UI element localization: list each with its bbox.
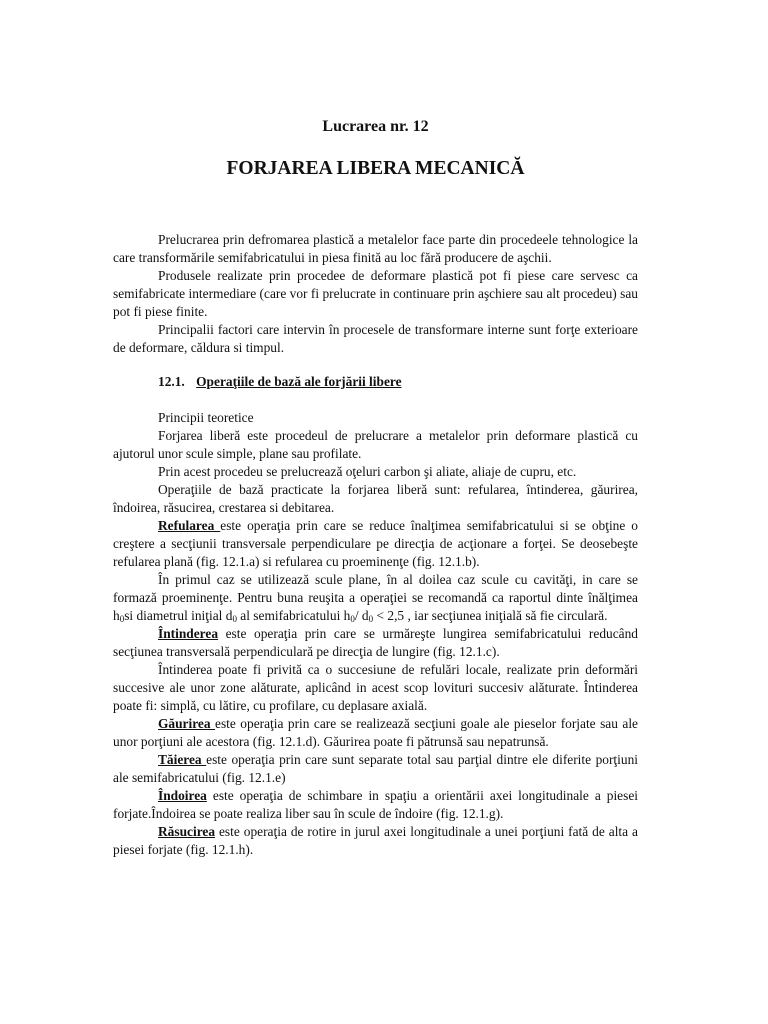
refularea-detail-paragraph xyxy=(113,571,638,625)
refularea-detail-a: În primul caz se utilizează scule plane, în al doilea caz scule cu cavităţi, in care se formază proeminenţe. Pentru buna reuşita a operaţiei se recomandă ca raportul dinte înălţimea h xyxy=(113,572,638,623)
intro-paragraph-3: Principalii factori care intervin în procesele de transformare interne sunt forţe exterioare de deformare, căldura si timpul. xyxy=(113,322,638,355)
rasucirea-text: este operaţia de rotire in jurul axei longitudinale a unei porţiuni fată de alta a piesei forjate (fig. 12.1.h). xyxy=(113,824,638,857)
definition-paragraph: Forjarea liberă este procedeul de prelucrare a metalelor prin deformare plastică cu ajutorul unor scule simple, plane sau profilate. xyxy=(113,428,638,461)
intinderea-text: este operaţia prin care se urmăreşte lungirea semifabricatului reducând secţiunea transversală perpendiculară pe direcţia de lungire (fig. 12.1.c). xyxy=(113,626,638,659)
document-title: Lucrarea nr. 12 xyxy=(322,118,429,135)
subscript-h0: 0 xyxy=(119,614,125,624)
refularea-detail-c: al semifabricatului h xyxy=(236,608,351,623)
subscript-d0-ratio: 0 xyxy=(368,614,374,624)
subscript-h0-ratio: 0 xyxy=(350,614,355,624)
taierea-text: este operaţia prin care sunt separate total sau parţial dintre ele diferite porţiuni ale semifabricatului (fig. 12.1.e) xyxy=(113,752,638,785)
section-heading xyxy=(158,373,638,391)
refularea-detail-b: si diametrul iniţial d xyxy=(124,608,233,623)
basic-operations-paragraph: Operaţiile de bază practicate la forjarea liberă sunt: refularea, întinderea, găurirea, îndoirea, răsucirea, crestarea si debitarea. xyxy=(113,482,638,515)
intro-section xyxy=(113,231,638,357)
gaurirea-term: Găurirea xyxy=(158,716,216,731)
section-title: Operaţiile de bază ale forjării libere xyxy=(196,374,402,389)
gaurirea-text: este operaţia prin care se realizează secţiuni goale ale pieselor forjate sau ale unor porţiuni ale acestora (fig. 12.1.d). Găurirea poate fi pătrunsă sau nepatrunsă. xyxy=(113,716,638,749)
intro-paragraph-2: Produsele realizate prin procedee de deformare plastică pot fi piese care servesc ca semifabricate intermediare (care vor fi prelucrate in continuare prin aşchiere sau alt procedeu) sau pot fi piese finite. xyxy=(113,268,638,319)
refularea-detail-d: / d xyxy=(354,608,369,623)
rasucirea-term: Răsucirea xyxy=(158,824,216,839)
indoirea-text: este operaţia de schimbare in spaţiu a orientării axei longitudinale a piesei forjate.Îndoirea se poate realiza liber sau în scule de îndoire (fig. 12.1.g). xyxy=(113,788,638,821)
refularea-text: este operaţia prin care se reduce înalţimea semifabricatului si se obţine o creştere a secţiunii transversale perpendiculare pe direcţia de acţionare a forţei. Se deosebeşte refularea plană (fig. 12.1.a) si refularea cu proeminenţe (fig. 12.1.b). xyxy=(113,518,638,569)
rasucirea-paragraph xyxy=(113,823,638,859)
taierea-paragraph xyxy=(113,751,638,787)
materials-paragraph: Prin acest procedeu se prelucrează oţeluri carbon şi aliate, aliaje de cupru, etc. xyxy=(158,464,577,479)
intinderea-paragraph xyxy=(113,625,638,661)
refularea-paragraph xyxy=(113,517,638,571)
gaurirea-paragraph xyxy=(113,715,638,751)
document-subtitle: FORJAREA LIBERA MECANICĂ xyxy=(226,158,525,179)
refularea-term: Refularea xyxy=(158,518,221,533)
subscript-d0: 0 xyxy=(232,614,237,624)
indoirea-term: Îndoirea xyxy=(158,788,207,803)
section-number: 12.1. xyxy=(158,374,185,389)
intinderea-detail-paragraph: Întinderea poate fi privită ca o succesiune de refulări locale, realizate prin deformări succesive ale unor zone alăturate, aplicând in acest scop lovituri succesiv alăturate. Întinderea poate fi: simplă, cu lătire, cu profilare, cu deplasare axială. xyxy=(113,662,638,713)
intinderea-term: Întinderea xyxy=(158,626,219,641)
indoirea-paragraph xyxy=(113,787,638,823)
section-body xyxy=(113,409,638,859)
taierea-term: Tăierea xyxy=(158,752,207,767)
intro-paragraph-1: Prelucrarea prin defromarea plastică a metalelor face parte din procedeele tehnologice la care transformările semifabricatului in piesa finită au loc fără producere de aşchii. xyxy=(113,232,638,265)
principles-paragraph: Principii teoretice xyxy=(158,410,254,425)
refularea-detail-e: < 2,5 , iar secţiunea iniţială să fie circulară. xyxy=(373,608,608,623)
